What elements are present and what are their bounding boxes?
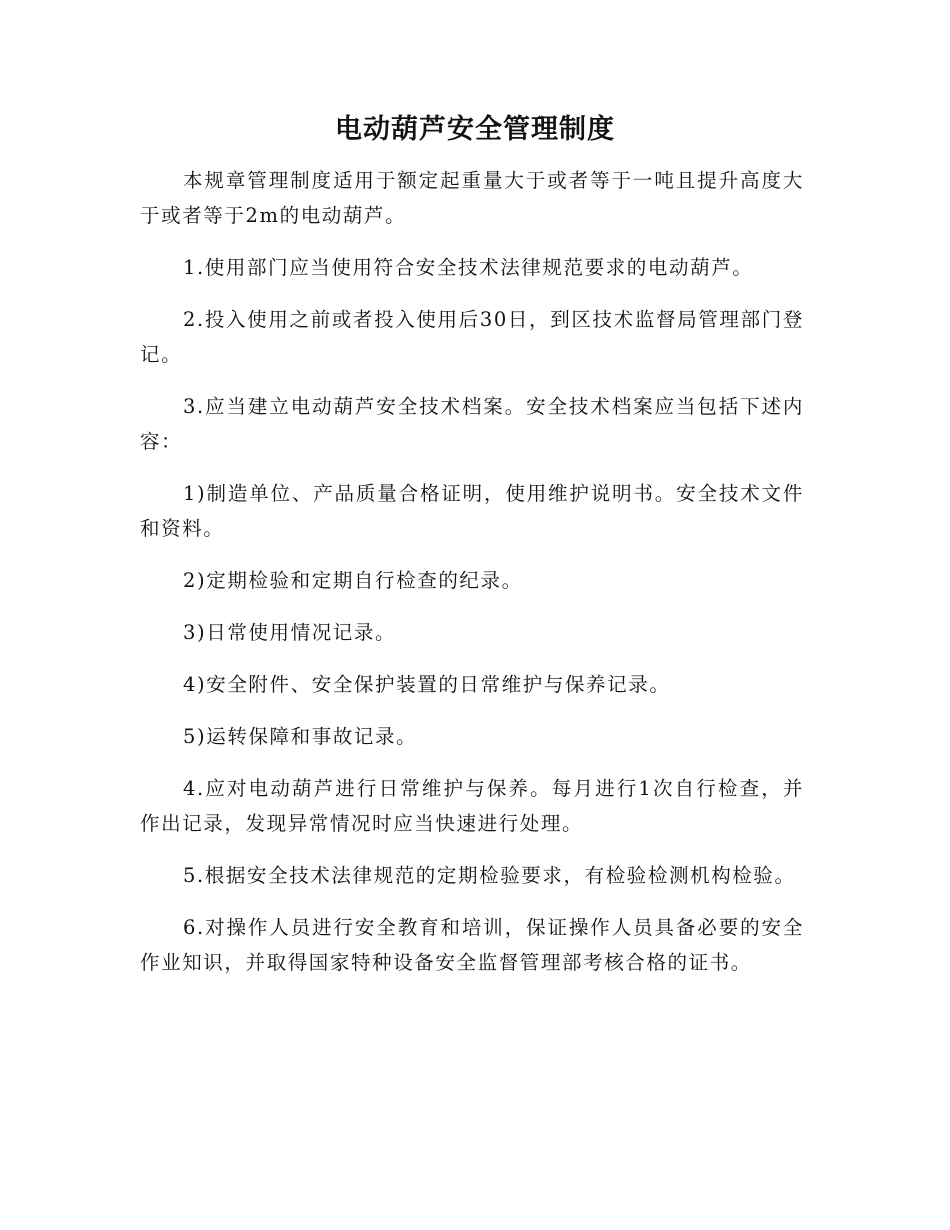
paragraph-subitem-1: 1)制造单位、产品质量合格证明，使用维护说明书。安全技术文件和资料。 [140,482,804,540]
paragraph-subitem-3: 3)日常使用情况记录。 [183,621,397,644]
paragraph-scope: 本规章管理制度适用于额定起重量大于或者等于一吨且提升高度大于或者等于2m的电动葫芦。 [140,169,804,227]
paragraph-item-5: 5.根据安全技术法律规范的定期检验要求，有检验检测机构检验。 [183,864,796,887]
paragraph-subitem-2: 2)定期检验和定期自行检查的纪录。 [183,569,523,592]
paragraph-subitem-4: 4)安全附件、安全保护装置的日常维护与保养记录。 [183,673,671,696]
paragraph-item-2: 2.投入使用之前或者投入使用后30日，到区技术监督局管理部门登记。 [140,308,804,366]
paragraph-item-4: 4.应对电动葫芦进行日常维护与保养。每月进行1次自行检查，并作出记录，发现异常情况时应当快速进行处理。 [140,777,804,835]
paragraph-item-1: 1.使用部门应当使用符合安全技术法律规范要求的电动葫芦。 [183,256,754,279]
paragraph-item-3: 3.应当建立电动葫芦安全技术档案。安全技术档案应当包括下述内容： [140,395,804,453]
paragraph-item-6: 6.对操作人员进行安全教育和培训，保证操作人员具备必要的安全作业知识，并取得国家特种设备安全监督管理部考核合格的证书。 [140,916,804,974]
document-title: 电动葫芦安全管理制度 [335,114,615,145]
document-body [140,163,804,997]
paragraph-subitem-5: 5)运转保障和事故记录。 [183,725,418,748]
